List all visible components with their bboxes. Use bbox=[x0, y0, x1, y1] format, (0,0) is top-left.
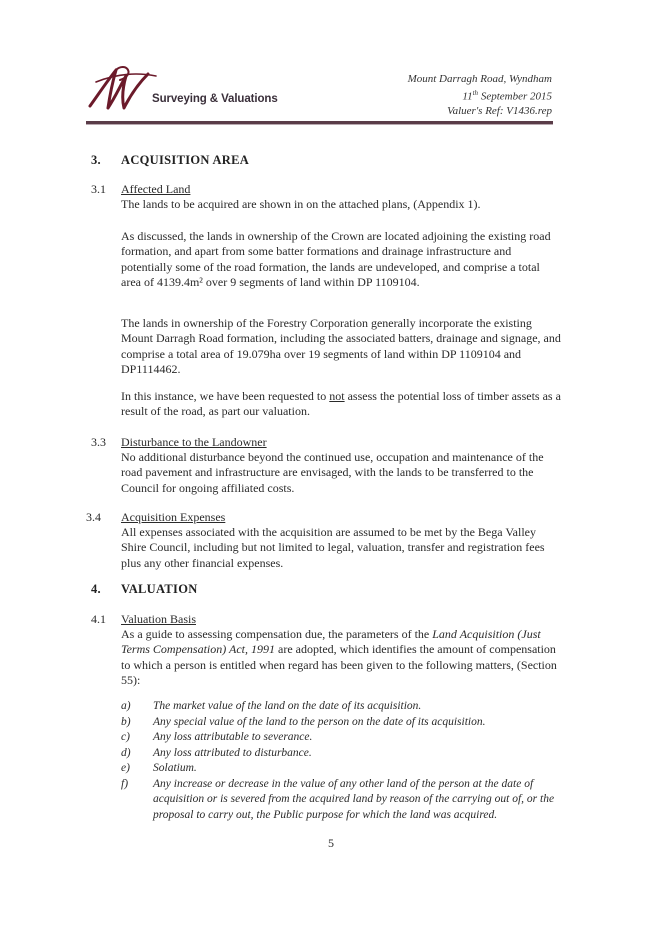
property-address: Mount Darragh Road, Wyndham bbox=[407, 73, 552, 85]
report-date: 11th September 2015 bbox=[462, 89, 552, 103]
logo-text: Surveying & Valuations bbox=[152, 93, 278, 105]
paragraph: The lands in ownership of the Forestry Corporation generally incorporate the existing Mount Darragh Road formation, including the associated batters, drainage and signage, and comprise a total area of 19.079ha over 19 segments of land within DP 1109104 and DP1114462. bbox=[121, 316, 561, 377]
subsection-title: Affected Land bbox=[121, 182, 191, 196]
subsection-title: Acquisition Expenses bbox=[121, 510, 226, 524]
section-title: VALUATION bbox=[121, 582, 198, 596]
subsection-number: 3.1 bbox=[91, 182, 106, 196]
valuer-reference: Valuer's Ref: V1436.rep bbox=[447, 104, 552, 117]
paragraph: In this instance, we have been requested to not assess the potential loss of timber assets as a result of the road, as part our valuation. bbox=[121, 389, 561, 419]
act-title: Land Acquisition (Just Terms Compensation) Act, 1991 bbox=[121, 627, 541, 657]
paragraph: As a guide to assessing compensation due, the parameters of the Land Acquisition (Just Terms Compensation) Act, 1991 are adopted, which identifies the amount of compensation to which a person is entitled when regard has been given to the following matters, (Section 55): bbox=[121, 627, 557, 688]
subsection-title: Valuation Basis bbox=[121, 612, 196, 626]
document-meta bbox=[408, 72, 552, 118]
paragraph: As discussed, the lands in ownership of the Crown are located adjoining the existing road formation, and apart from some batter formations and drainage infrastructure and potentially some of the road formation, the lands are undeveloped, and comprise a total area of 4139.4m² over 9 segments of land within DP 1109104. bbox=[121, 229, 551, 290]
subsection-number: 3.4 bbox=[86, 510, 101, 524]
paragraph: The lands to be acquired are shown in on the attached plans, (Appendix 1). bbox=[121, 197, 481, 211]
subsection-title: Disturbance to the Landowner bbox=[121, 435, 267, 449]
company-logo bbox=[86, 62, 186, 114]
paragraph: All expenses associated with the acquisition are assumed to be met by the Bega Valley Shire Council, including but not limited to legal, valuation, transfer and registration fees plus any other financial expenses. bbox=[121, 525, 545, 570]
section-number: 3. bbox=[91, 153, 101, 167]
list-item: e) Solatium. bbox=[121, 762, 197, 774]
list-item: c) Any loss attributable to severance. bbox=[121, 731, 313, 743]
page-number: 5 bbox=[328, 836, 334, 850]
subsection-number: 4.1 bbox=[91, 612, 106, 626]
header-rule-shadow bbox=[86, 124, 553, 125]
list-item: b) Any special value of the land to the person on the date of its acquisition. bbox=[121, 715, 486, 728]
list-item: f) Any increase or decrease in the value of any other land of the person at the date of acquisition or is severed from the acquired land by reason of the carrying out of, or the proposal to carry out, the Public purpose for which the land was acquired. bbox=[121, 777, 555, 821]
compensation-matters-list bbox=[121, 699, 561, 823]
section-number: 4. bbox=[91, 582, 101, 596]
list-item: a) The market value of the land on the date of its acquisition. bbox=[121, 700, 422, 712]
list-item: d) Any loss attributed to disturbance. bbox=[121, 746, 312, 759]
emphasis-not: not bbox=[329, 389, 345, 403]
paragraph: No additional disturbance beyond the continued use, occupation and maintenance of the road pavement and infrastructure are envisaged, with the lands to be transferred to the Council for ongoing affiliated costs. bbox=[121, 450, 544, 495]
section-title: ACQUISITION AREA bbox=[121, 153, 250, 167]
page-header bbox=[0, 0, 662, 130]
subsection-number: 3.3 bbox=[91, 435, 106, 449]
